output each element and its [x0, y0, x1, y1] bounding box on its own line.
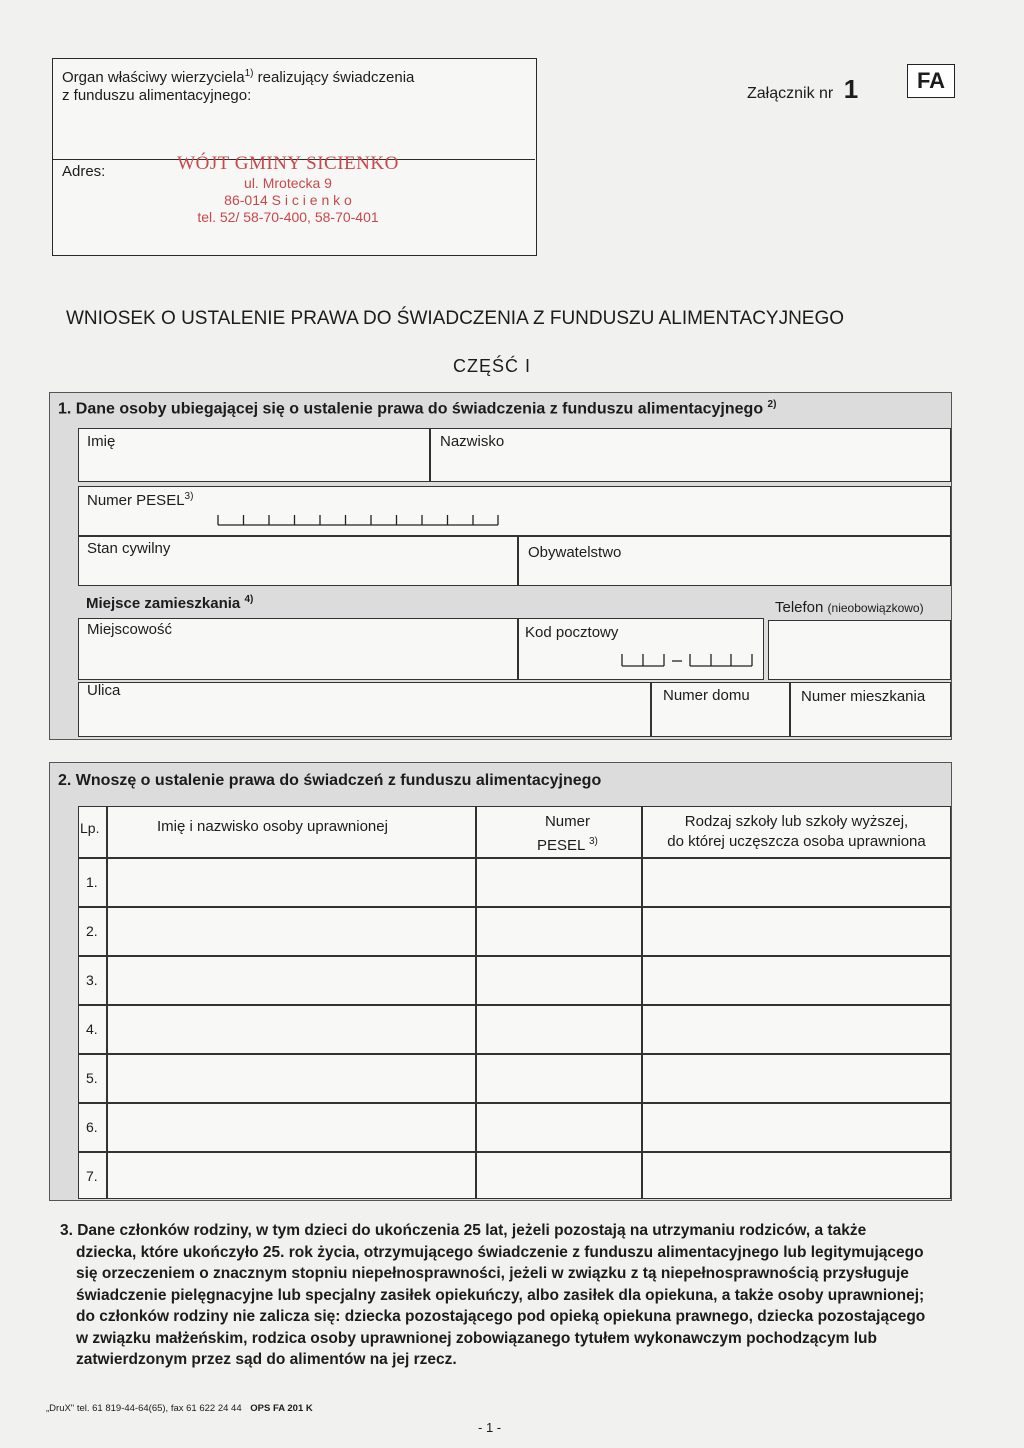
organ-label-line2: z funduszu alimentacyjnego: — [62, 87, 252, 104]
residence-heading — [86, 594, 253, 612]
city-label: Miejscowość — [87, 621, 173, 638]
attachment-label-text: Załącznik nr — [747, 85, 834, 102]
residence-heading-sup: 4) — [244, 594, 254, 605]
row-pesel-cell[interactable] — [476, 907, 642, 956]
col-pesel-label-2: PESEL — [537, 837, 585, 854]
pesel-digit-boxes[interactable] — [216, 509, 502, 529]
first-name-label: Imię — [87, 433, 116, 450]
attachment-number: 1 — [843, 74, 859, 104]
row-number: 7. — [86, 1168, 98, 1184]
flat-number-label: Numer mieszkania — [801, 688, 926, 705]
phone-label-note: (nieobowiązkowo) — [827, 601, 924, 615]
phone-label-text: Telefon — [775, 599, 824, 616]
row-school-cell[interactable] — [642, 907, 951, 956]
row-number: 4. — [86, 1021, 98, 1037]
row-number: 2. — [86, 923, 98, 939]
row-school-cell[interactable] — [642, 1152, 951, 1199]
section3-text — [60, 1220, 960, 1371]
row-number: 6. — [86, 1119, 98, 1135]
attachment-code-box — [907, 64, 955, 98]
row-name-cell[interactable] — [107, 907, 476, 956]
col-school-label-1: Rodzaj szkoły lub szkoły wyższej, — [684, 813, 909, 830]
col-pesel-sup: 3) — [588, 836, 598, 847]
office-stamp — [163, 153, 413, 226]
section1-heading-sup: 2) — [767, 399, 777, 410]
row-school-cell[interactable] — [642, 1103, 951, 1152]
street-label: Ulica — [87, 682, 121, 699]
col-school-label-2: do której uczęszcza osoba uprawniona — [667, 833, 926, 850]
row-pesel-cell[interactable] — [476, 858, 642, 907]
footer-imprint — [46, 1403, 313, 1414]
phone-field[interactable] — [768, 620, 951, 680]
row-pesel-cell[interactable] — [476, 1152, 642, 1199]
address-label: Adres: — [62, 163, 106, 180]
phone-label — [775, 599, 924, 616]
postal-code-boxes[interactable] — [620, 650, 754, 670]
last-name-field[interactable] — [430, 428, 951, 482]
page-number: - 1 - — [478, 1420, 502, 1435]
section3-line: świadczenie pielęgnacyjne lub specjalny zasiłek opiekuńczy, albo zasiłek dla opiekuna, a także osoby uprawnionej; — [76, 1286, 925, 1304]
organ-box — [52, 58, 537, 256]
row-name-cell[interactable] — [107, 1152, 476, 1199]
part-title: CZĘŚĆ I — [453, 356, 532, 376]
row-number: 5. — [86, 1070, 98, 1086]
row-school-cell[interactable] — [642, 858, 951, 907]
section3-line: dziecka, które ukończyło 25. rok życia, otrzymującego świadczenie z funduszu alimentacyjnego lub legitymującego — [76, 1243, 924, 1261]
section3-line: 3. Dane członków rodziny, w tym dzieci do ukończenia 25 lat, jeżeli pozostają na utrzymaniu rodziców, a także — [60, 1222, 867, 1239]
pesel-label — [87, 491, 193, 509]
row-school-cell[interactable] — [642, 956, 951, 1005]
col-name-label: Imię i nazwisko osoby uprawnionej — [157, 818, 388, 835]
col-pesel-label — [537, 812, 598, 856]
row-name-cell[interactable] — [107, 858, 476, 907]
row-pesel-cell[interactable] — [476, 1103, 642, 1152]
first-name-field[interactable] — [78, 428, 430, 482]
row-pesel-cell[interactable] — [476, 956, 642, 1005]
last-name-label: Nazwisko — [440, 433, 505, 450]
organ-label-line1b: realizujący świadczenia — [253, 69, 415, 86]
row-school-cell[interactable] — [642, 1005, 951, 1054]
organ-label — [62, 65, 414, 105]
row-name-cell[interactable] — [107, 956, 476, 1005]
row-name-cell[interactable] — [107, 1005, 476, 1054]
section1-heading — [58, 399, 776, 418]
postal-code-label: Kod pocztowy — [525, 624, 619, 641]
civil-status-label: Stan cywilny — [87, 540, 171, 557]
row-name-cell[interactable] — [107, 1103, 476, 1152]
pesel-label-sup: 3) — [184, 491, 194, 502]
section2-heading: 2. Wnoszę o ustalenie prawa do świadczeń z funduszu alimentacyjnego — [58, 772, 602, 789]
row-school-cell[interactable] — [642, 1054, 951, 1103]
section1-heading-text: 1. Dane osoby ubiegającej się o ustalenie prawa do świadczenia z funduszu alimentacyjnego — [58, 400, 764, 418]
section3-line: w związku małżeńskim, rodzica osoby uprawnionej zobowiązanego tytułem wykonawczym pochodzącym lub — [76, 1329, 877, 1347]
stamp-phone: tel. 52/ 58-70-400, 58-70-401 — [197, 209, 379, 225]
footer-imprint-text: „DruX" tel. 61 819-44-64(65), fax 61 622 24 44 — [46, 1403, 242, 1414]
citizenship-label: Obywatelstwo — [528, 544, 622, 561]
stamp-name: WÓJT GMINY SICIENKO — [177, 153, 399, 174]
pesel-label-text: Numer PESEL — [87, 492, 185, 509]
col-pesel-label-1: Numer — [544, 813, 590, 830]
row-name-cell[interactable] — [107, 1054, 476, 1103]
residence-heading-text: Miejsce zamieszkania — [86, 595, 241, 612]
section3-line: do członków rodziny nie zalicza się: dziecka pozostającego pod opieką opiekuna prawnego, dziecka pozostającego — [76, 1308, 926, 1325]
stamp-city: 86-014 S i c i e n k o — [224, 192, 352, 208]
attachment-label — [747, 74, 858, 105]
organ-label-sup: 1) — [244, 68, 254, 79]
house-number-label: Numer domu — [663, 687, 750, 704]
section3-line: zatwierdzonym przez sąd do alimentów na jej rzecz. — [76, 1351, 457, 1368]
stamp-street: ul. Mrotecka 9 — [244, 175, 332, 191]
pesel-field[interactable] — [78, 486, 951, 536]
row-pesel-cell[interactable] — [476, 1054, 642, 1103]
row-number: 3. — [86, 972, 98, 988]
section3-line: się orzeczeniem o znacznym stopniu niepełnosprawności, jeżeli w związku z tą niepełnosprawnością przysługuje — [76, 1265, 909, 1282]
col-lp-label: Lp. — [80, 820, 100, 836]
footer-form-code: OPS FA 201 K — [250, 1403, 313, 1414]
row-number: 1. — [86, 874, 98, 890]
organ-label-line1: Organ właściwy wierzyciela — [62, 69, 245, 86]
col-school-label — [642, 812, 951, 852]
form-title: WNIOSEK O USTALENIE PRAWA DO ŚWIADCZENIA Z FUNDUSZU ALIMENTACYJNEGO — [66, 308, 845, 329]
row-pesel-cell[interactable] — [476, 1005, 642, 1054]
attachment-code: FA — [916, 68, 946, 93]
street-field[interactable] — [78, 682, 651, 737]
